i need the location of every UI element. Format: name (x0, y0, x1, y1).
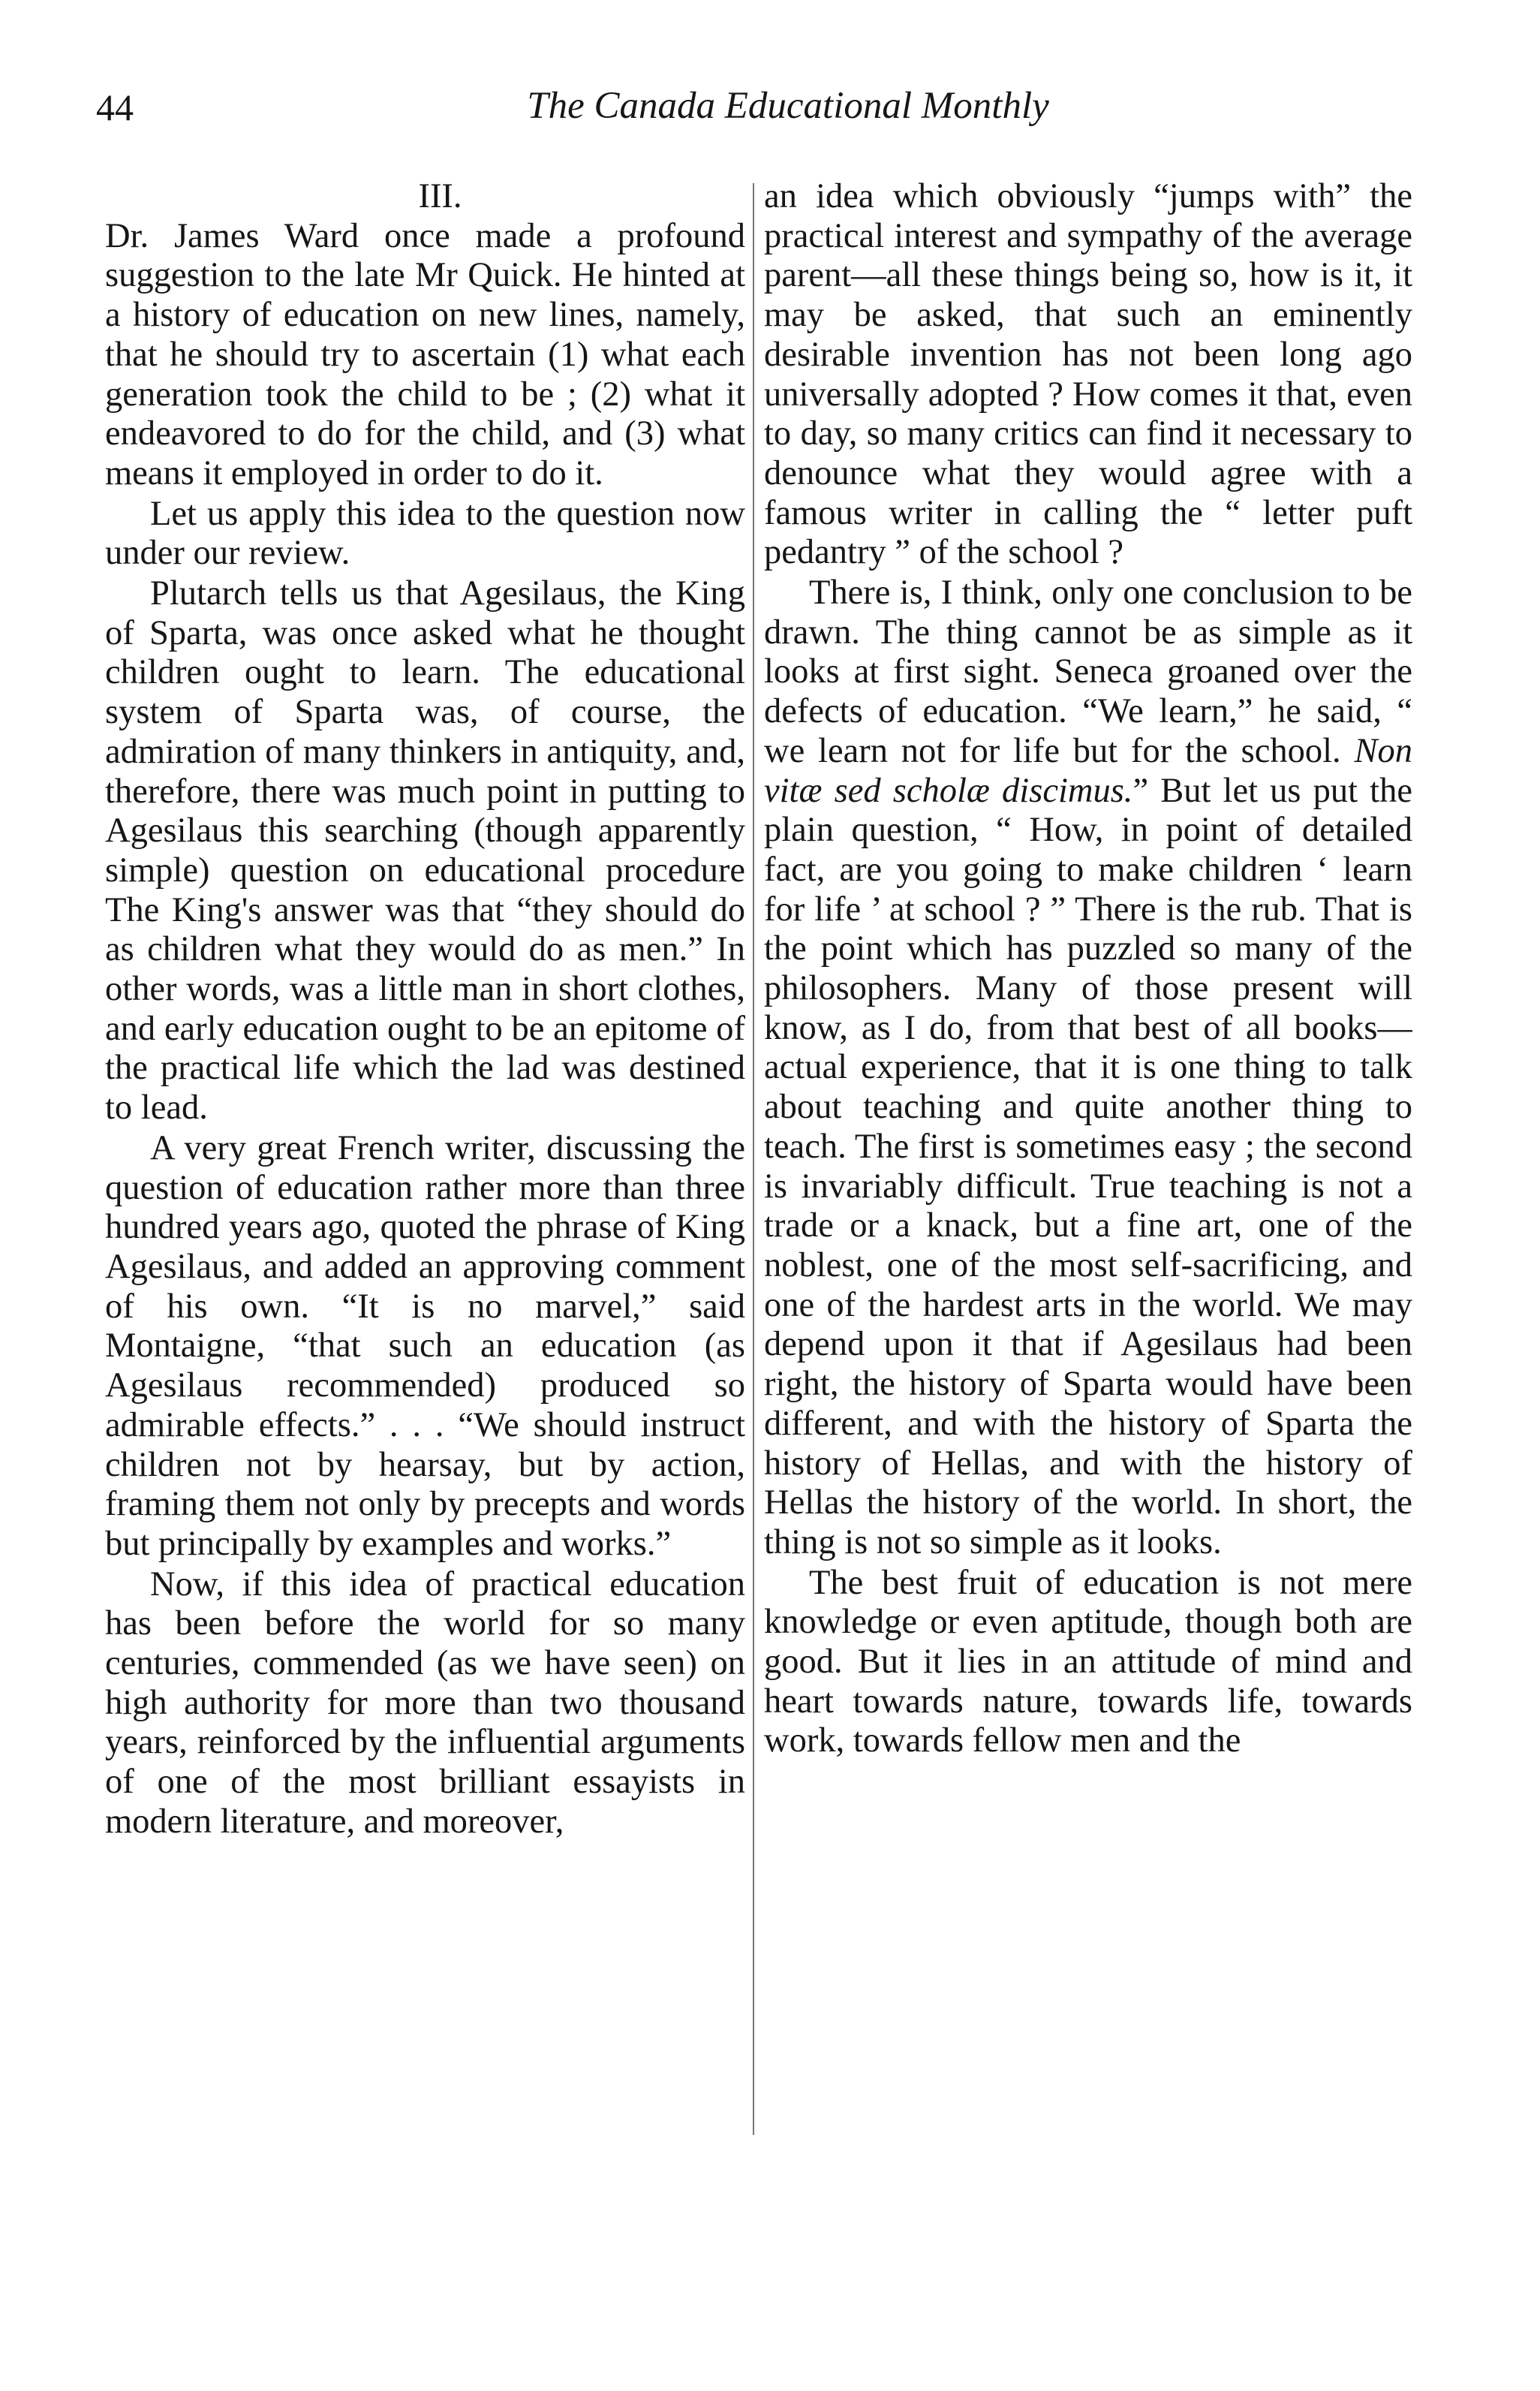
paragraph-text: ” But let us put the plain question, “ How, in point of detailed fact, are you going to make children ‘ learn for life ’ at school ? ” There is the rub. That is the point which has puzzled so many of the philosophers. Many of those present will know, as I do, from that best of all books—actual experience, that it is one thing to talk about teaching and quite another thing to teach. The first is sometimes easy ; the second is invariably difficult. True teaching is not a trade or a knack, but a fine art, one of the noblest, one of the most self-sacrificing, and one of the hardest arts in the world. We may depend upon it that if Agesilaus had been right, the history of Sparta would have been different, and with the history of Sparta the history of Hellas, and with the history of Hellas the history of the world. In short, the thing is not so simple as it looks. (764, 771, 1412, 1561)
paragraph: Now, if this idea of practical education has been before the world for so many centuries, commended (as we have seen) on high authority for more than two thousand years, reinforced by the influential arguments of one of the most brilliant essayists in modern literature, and moreover, (105, 1564, 745, 1841)
paragraph: an idea which obviously “jumps with” the practical interest and sympathy of the average parent—all these things being so, how is it, it may be asked, that such an eminently desirable invention has not been long ago universally adopted ? How comes it that, even to day, so many critics can find it necessary to denounce what they would agree with a famous writer in calling the “ letter puft pedantry ” of the school ? (764, 177, 1412, 572)
paragraph: Let us apply this idea to the question now under our review. (105, 494, 745, 573)
paragraph (764, 574, 1412, 1563)
latin-quote: Non vitæ sed scholæ discimus. (764, 731, 1412, 810)
paragraph: The best fruit of education is not mere knowledge or even aptitude, though both are good. But it lies in an attitude of mind and heart towards nature, towards life, towards work, towards fellow men and the (764, 1563, 1412, 1760)
right-column (764, 177, 1412, 2317)
running-title: The Canada Educational Monthly (527, 85, 1049, 127)
paragraph: Dr. James Ward once made a profound suggestion to the late Mr Quick. He hinted at a history of education on new lines, namely, that he should try to ascertain (1) what each generation took the child to be ; (2) what it endeavored to do for the child, and (3) what means it employed in order to do it. (105, 216, 745, 492)
paragraph-text: There is, I think, only one conclusion to be drawn. The thing cannot be as simple as it looks at first sight. Seneca groaned over the defects of education. “We learn,” he said, “ we learn not for life but for the school. (764, 574, 1412, 770)
column-rule (753, 183, 754, 2135)
section-heading: III. (418, 177, 462, 215)
paragraph: A very great French writer, discussing the question of education rather more than three hundred years ago, quoted the phrase of King Agesilaus, and added an approving comment of his own. “It is no marvel,” said Montaigne, “that such an education (as Agesilaus recommended) produced so admirable effects.” . . . “We should instruct children not by hearsay, but by action, framing them not only by precepts and words but principally by examples and works.” (105, 1128, 745, 1563)
page-number: 44 (96, 86, 134, 128)
paragraph: Plutarch tells us that Agesilaus, the King of Sparta, was once asked what he thought children ought to learn. The educational system of Sparta was, of course, the admiration of many thinkers in antiquity, and, therefore, there was much point in putting to Agesilaus this searching (though apparently simple) question on educational procedure The King's answer was that “they should do as children what they would do as men.” In other words, was a little man in short clothes, and early education ought to be an epitome of the practical life which the lad was destined to lead. (105, 574, 745, 1128)
left-column (105, 177, 745, 2317)
